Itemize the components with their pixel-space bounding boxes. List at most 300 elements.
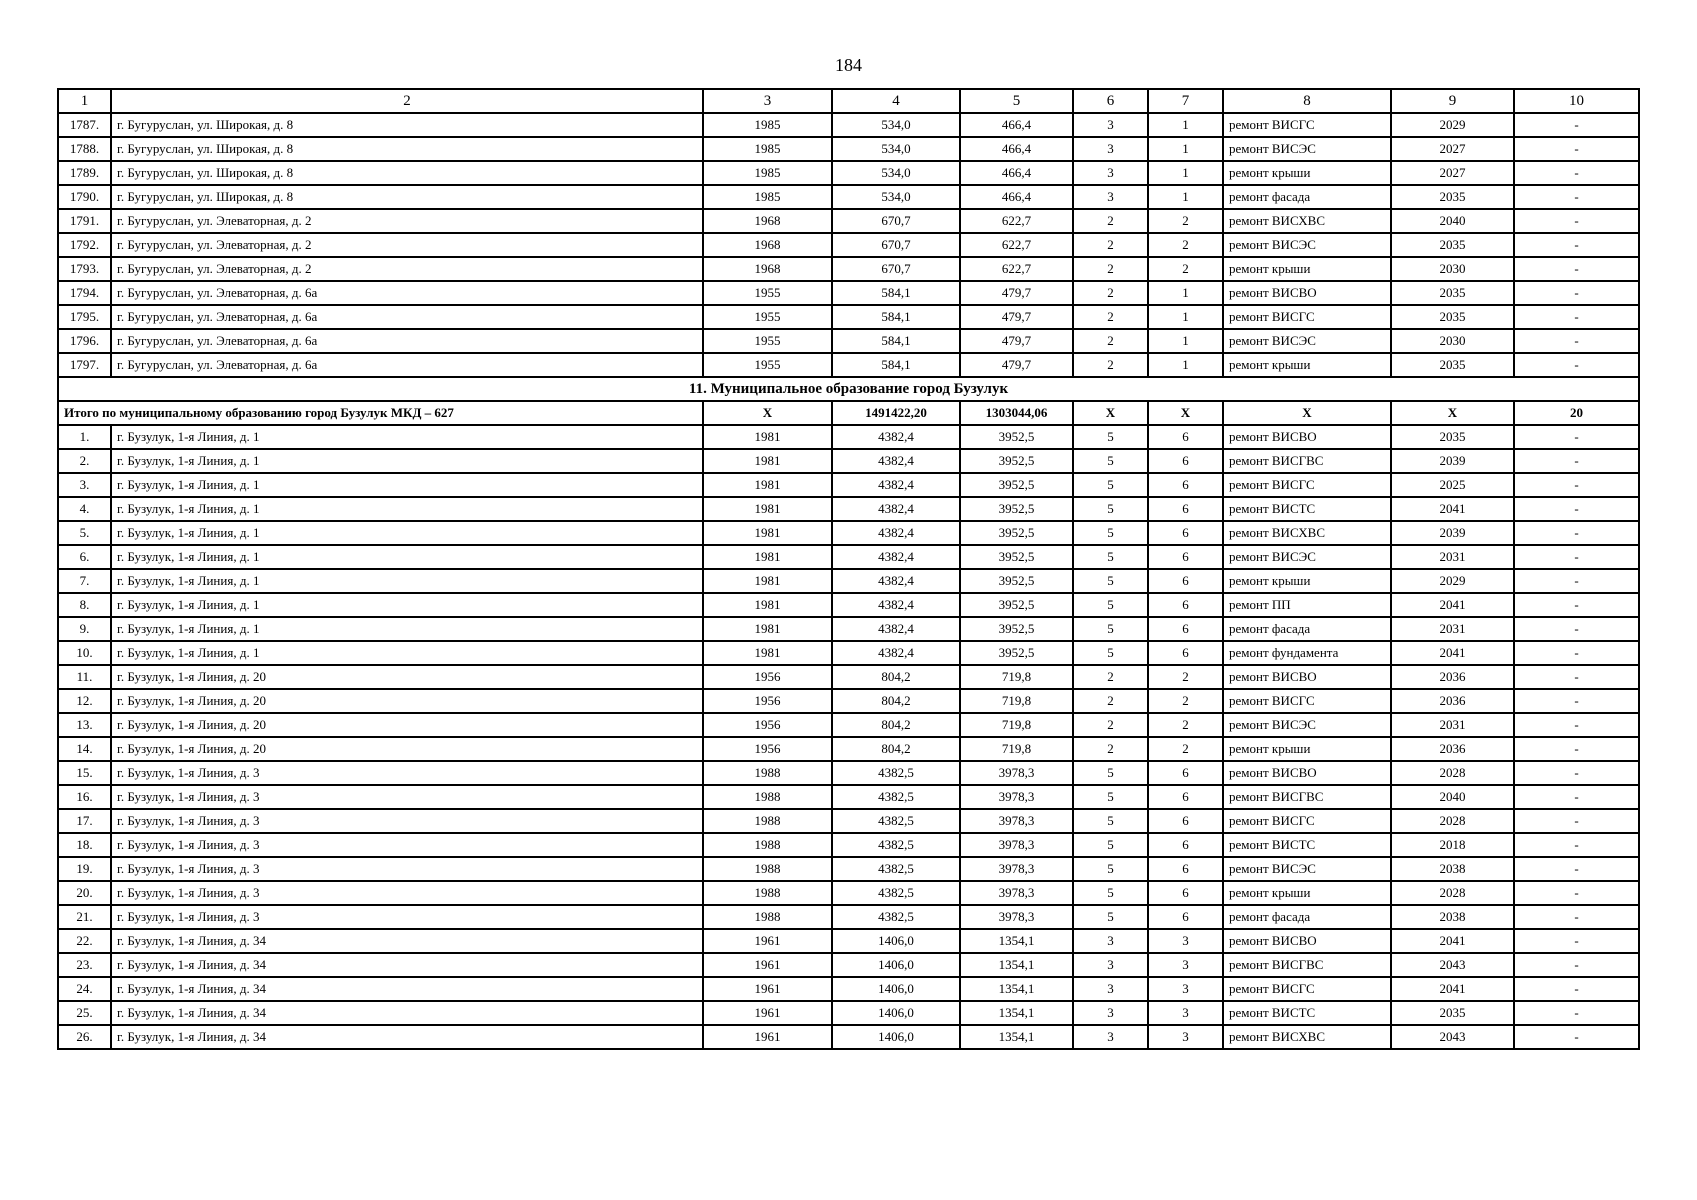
table-row xyxy=(58,449,1639,473)
floors-cell: 2 xyxy=(1073,665,1148,689)
year-built-cell: 1955 xyxy=(703,329,832,353)
year-built-cell: 1961 xyxy=(703,953,832,977)
year-built-cell: 1985 xyxy=(703,113,832,137)
living-area-cell: 479,7 xyxy=(960,305,1073,329)
total-area-cell: 534,0 xyxy=(832,113,960,137)
table-row xyxy=(58,329,1639,353)
planned-year-cell: 2028 xyxy=(1391,881,1514,905)
living-area-cell: 622,7 xyxy=(960,209,1073,233)
address-cell: г. Бузулук, 1-я Линия, д. 1 xyxy=(111,617,703,641)
table-row xyxy=(58,569,1639,593)
table-row xyxy=(58,929,1639,953)
year-built-cell: 1955 xyxy=(703,281,832,305)
planned-year-cell: 2031 xyxy=(1391,713,1514,737)
column-header-8: 8 xyxy=(1223,89,1391,113)
year-built-cell: 1981 xyxy=(703,545,832,569)
table-row xyxy=(58,425,1639,449)
entrances-cell: 6 xyxy=(1148,881,1223,905)
planned-year-cell: 2027 xyxy=(1391,161,1514,185)
table-row xyxy=(58,737,1639,761)
total-area-cell: 4382,4 xyxy=(832,617,960,641)
planned-year-cell: 2031 xyxy=(1391,545,1514,569)
floors-cell: 2 xyxy=(1073,233,1148,257)
column-10-cell: - xyxy=(1514,473,1639,497)
column-10-cell: - xyxy=(1514,785,1639,809)
row-number-cell: 1791. xyxy=(58,209,111,233)
table-row xyxy=(58,497,1639,521)
floors-cell: 5 xyxy=(1073,857,1148,881)
living-area-cell: 1354,1 xyxy=(960,953,1073,977)
planned-year-cell: 2030 xyxy=(1391,329,1514,353)
total-year-built: X xyxy=(703,401,832,425)
entrances-cell: 2 xyxy=(1148,233,1223,257)
work-type-cell: ремонт фундамента xyxy=(1223,641,1391,665)
address-cell: г. Бугуруслан, ул. Элеваторная, д. 2 xyxy=(111,209,703,233)
table-row xyxy=(58,713,1639,737)
total-area-cell: 804,2 xyxy=(832,689,960,713)
living-area-cell: 1354,1 xyxy=(960,1025,1073,1049)
living-area-cell: 3952,5 xyxy=(960,545,1073,569)
year-built-cell: 1981 xyxy=(703,569,832,593)
total-area-cell: 670,7 xyxy=(832,233,960,257)
row-number-cell: 1793. xyxy=(58,257,111,281)
repair-schedule-table xyxy=(57,88,1640,1050)
planned-year-cell: 2036 xyxy=(1391,737,1514,761)
planned-year-cell: 2027 xyxy=(1391,137,1514,161)
column-10-cell: - xyxy=(1514,209,1639,233)
total-work-type: X xyxy=(1223,401,1391,425)
column-number-row xyxy=(58,89,1639,113)
total-living-area-sum: 1303044,06 xyxy=(960,401,1073,425)
total-area-cell: 4382,5 xyxy=(832,881,960,905)
total-area-cell: 804,2 xyxy=(832,737,960,761)
address-cell: г. Бузулук, 1-я Линия, д. 34 xyxy=(111,929,703,953)
work-type-cell: ремонт ВИСЭС xyxy=(1223,545,1391,569)
planned-year-cell: 2025 xyxy=(1391,473,1514,497)
floors-cell: 3 xyxy=(1073,929,1148,953)
entrances-cell: 6 xyxy=(1148,569,1223,593)
entrances-cell: 6 xyxy=(1148,545,1223,569)
entrances-cell: 1 xyxy=(1148,281,1223,305)
entrances-cell: 6 xyxy=(1148,905,1223,929)
address-cell: г. Бузулук, 1-я Линия, д. 34 xyxy=(111,953,703,977)
entrances-cell: 6 xyxy=(1148,473,1223,497)
work-type-cell: ремонт ВИСГВС xyxy=(1223,449,1391,473)
table-row xyxy=(58,113,1639,137)
year-built-cell: 1988 xyxy=(703,833,832,857)
year-built-cell: 1968 xyxy=(703,233,832,257)
column-10-cell: - xyxy=(1514,113,1639,137)
entrances-cell: 3 xyxy=(1148,1025,1223,1049)
planned-year-cell: 2035 xyxy=(1391,353,1514,377)
column-10-cell: - xyxy=(1514,281,1639,305)
total-area-cell: 4382,5 xyxy=(832,785,960,809)
column-header-1: 1 xyxy=(58,89,111,113)
work-type-cell: ремонт ВИСГС xyxy=(1223,977,1391,1001)
address-cell: г. Бугуруслан, ул. Элеваторная, д. 6а xyxy=(111,353,703,377)
planned-year-cell: 2040 xyxy=(1391,785,1514,809)
work-type-cell: ремонт ВИСЭС xyxy=(1223,137,1391,161)
table-row xyxy=(58,185,1639,209)
planned-year-cell: 2043 xyxy=(1391,1025,1514,1049)
work-type-cell: ремонт ВИСВО xyxy=(1223,761,1391,785)
living-area-cell: 3952,5 xyxy=(960,497,1073,521)
floors-cell: 5 xyxy=(1073,617,1148,641)
column-header-3: 3 xyxy=(703,89,832,113)
address-cell: г. Бузулук, 1-я Линия, д. 34 xyxy=(111,1025,703,1049)
column-10-cell: - xyxy=(1514,809,1639,833)
planned-year-cell: 2039 xyxy=(1391,449,1514,473)
entrances-cell: 1 xyxy=(1148,113,1223,137)
address-cell: г. Бугуруслан, ул. Широкая, д. 8 xyxy=(111,161,703,185)
planned-year-cell: 2040 xyxy=(1391,209,1514,233)
column-10-cell: - xyxy=(1514,497,1639,521)
living-area-cell: 3952,5 xyxy=(960,617,1073,641)
address-cell: г. Бузулук, 1-я Линия, д. 1 xyxy=(111,569,703,593)
floors-cell: 5 xyxy=(1073,593,1148,617)
year-built-cell: 1988 xyxy=(703,881,832,905)
year-built-cell: 1981 xyxy=(703,473,832,497)
row-number-cell: 1787. xyxy=(58,113,111,137)
floors-cell: 5 xyxy=(1073,425,1148,449)
address-cell: г. Бузулук, 1-я Линия, д. 1 xyxy=(111,641,703,665)
planned-year-cell: 2029 xyxy=(1391,569,1514,593)
table-row xyxy=(58,593,1639,617)
year-built-cell: 1981 xyxy=(703,425,832,449)
work-type-cell: ремонт фасада xyxy=(1223,905,1391,929)
total-area-cell: 4382,5 xyxy=(832,833,960,857)
table-row xyxy=(58,257,1639,281)
column-10-cell: - xyxy=(1514,161,1639,185)
column-header-4: 4 xyxy=(832,89,960,113)
entrances-cell: 1 xyxy=(1148,329,1223,353)
row-number-cell: 10. xyxy=(58,641,111,665)
column-header-6: 6 xyxy=(1073,89,1148,113)
total-area-cell: 4382,4 xyxy=(832,569,960,593)
row-number-cell: 16. xyxy=(58,785,111,809)
address-cell: г. Бугуруслан, ул. Широкая, д. 8 xyxy=(111,185,703,209)
column-header-5: 5 xyxy=(960,89,1073,113)
table-row xyxy=(58,785,1639,809)
address-cell: г. Бугуруслан, ул. Широкая, д. 8 xyxy=(111,137,703,161)
entrances-cell: 1 xyxy=(1148,185,1223,209)
entrances-cell: 2 xyxy=(1148,257,1223,281)
address-cell: г. Бузулук, 1-я Линия, д. 1 xyxy=(111,521,703,545)
table-row xyxy=(58,833,1639,857)
table-row xyxy=(58,905,1639,929)
table-row xyxy=(58,353,1639,377)
floors-cell: 5 xyxy=(1073,449,1148,473)
address-cell: г. Бузулук, 1-я Линия, д. 3 xyxy=(111,761,703,785)
floors-cell: 5 xyxy=(1073,473,1148,497)
work-type-cell: ремонт ВИСВО xyxy=(1223,281,1391,305)
work-type-cell: ремонт ВИСТС xyxy=(1223,497,1391,521)
work-type-cell: ремонт ВИСГС xyxy=(1223,809,1391,833)
living-area-cell: 3952,5 xyxy=(960,425,1073,449)
total-area-cell: 4382,5 xyxy=(832,857,960,881)
planned-year-cell: 2038 xyxy=(1391,905,1514,929)
floors-cell: 5 xyxy=(1073,881,1148,905)
living-area-cell: 3952,5 xyxy=(960,569,1073,593)
table-row xyxy=(58,809,1639,833)
year-built-cell: 1956 xyxy=(703,665,832,689)
floors-cell: 2 xyxy=(1073,281,1148,305)
address-cell: г. Бугуруслан, ул. Элеваторная, д. 2 xyxy=(111,233,703,257)
floors-cell: 2 xyxy=(1073,329,1148,353)
total-area-cell: 1406,0 xyxy=(832,929,960,953)
floors-cell: 5 xyxy=(1073,497,1148,521)
column-header-9: 9 xyxy=(1391,89,1514,113)
living-area-cell: 479,7 xyxy=(960,353,1073,377)
table-row xyxy=(58,665,1639,689)
planned-year-cell: 2038 xyxy=(1391,857,1514,881)
address-cell: г. Бузулук, 1-я Линия, д. 3 xyxy=(111,881,703,905)
total-area-cell: 4382,4 xyxy=(832,641,960,665)
living-area-cell: 466,4 xyxy=(960,161,1073,185)
work-type-cell: ремонт фасада xyxy=(1223,617,1391,641)
work-type-cell: ремонт ВИСТС xyxy=(1223,1001,1391,1025)
column-10-cell: - xyxy=(1514,737,1639,761)
work-type-cell: ремонт ВИСЭС xyxy=(1223,329,1391,353)
total-entrances: X xyxy=(1148,401,1223,425)
table-row xyxy=(58,761,1639,785)
total-area-cell: 1406,0 xyxy=(832,977,960,1001)
row-number-cell: 23. xyxy=(58,953,111,977)
living-area-cell: 719,8 xyxy=(960,665,1073,689)
entrances-cell: 2 xyxy=(1148,665,1223,689)
floors-cell: 5 xyxy=(1073,569,1148,593)
planned-year-cell: 2041 xyxy=(1391,977,1514,1001)
work-type-cell: ремонт крыши xyxy=(1223,569,1391,593)
living-area-cell: 719,8 xyxy=(960,689,1073,713)
address-cell: г. Бузулук, 1-я Линия, д. 3 xyxy=(111,785,703,809)
entrances-cell: 1 xyxy=(1148,305,1223,329)
total-area-cell: 584,1 xyxy=(832,305,960,329)
address-cell: г. Бузулук, 1-я Линия, д. 1 xyxy=(111,425,703,449)
entrances-cell: 3 xyxy=(1148,929,1223,953)
entrances-cell: 6 xyxy=(1148,761,1223,785)
address-cell: г. Бузулук, 1-я Линия, д. 3 xyxy=(111,809,703,833)
work-type-cell: ремонт ВИСВО xyxy=(1223,929,1391,953)
column-10-cell: - xyxy=(1514,617,1639,641)
living-area-cell: 3978,3 xyxy=(960,905,1073,929)
entrances-cell: 6 xyxy=(1148,497,1223,521)
work-type-cell: ремонт крыши xyxy=(1223,257,1391,281)
total-area-cell: 4382,4 xyxy=(832,425,960,449)
living-area-cell: 3978,3 xyxy=(960,809,1073,833)
year-built-cell: 1955 xyxy=(703,305,832,329)
total-area-sum: 1491422,20 xyxy=(832,401,960,425)
entrances-cell: 2 xyxy=(1148,737,1223,761)
address-cell: г. Бузулук, 1-я Линия, д. 20 xyxy=(111,713,703,737)
floors-cell: 2 xyxy=(1073,713,1148,737)
living-area-cell: 466,4 xyxy=(960,185,1073,209)
year-built-cell: 1988 xyxy=(703,785,832,809)
address-cell: г. Бузулук, 1-я Линия, д. 20 xyxy=(111,665,703,689)
table-row xyxy=(58,521,1639,545)
row-number-cell: 15. xyxy=(58,761,111,785)
planned-year-cell: 2029 xyxy=(1391,113,1514,137)
row-number-cell: 12. xyxy=(58,689,111,713)
total-area-cell: 534,0 xyxy=(832,161,960,185)
total-area-cell: 584,1 xyxy=(832,329,960,353)
planned-year-cell: 2041 xyxy=(1391,497,1514,521)
total-area-cell: 584,1 xyxy=(832,281,960,305)
living-area-cell: 3952,5 xyxy=(960,473,1073,497)
planned-year-cell: 2035 xyxy=(1391,185,1514,209)
row-number-cell: 1796. xyxy=(58,329,111,353)
work-type-cell: ремонт ПП xyxy=(1223,593,1391,617)
year-built-cell: 1981 xyxy=(703,497,832,521)
year-built-cell: 1961 xyxy=(703,929,832,953)
row-number-cell: 7. xyxy=(58,569,111,593)
living-area-cell: 3978,3 xyxy=(960,785,1073,809)
column-10-cell: - xyxy=(1514,641,1639,665)
work-type-cell: ремонт ВИСХВС xyxy=(1223,521,1391,545)
floors-cell: 5 xyxy=(1073,545,1148,569)
year-built-cell: 1981 xyxy=(703,521,832,545)
planned-year-cell: 2035 xyxy=(1391,1001,1514,1025)
work-type-cell: ремонт крыши xyxy=(1223,881,1391,905)
address-cell: г. Бузулук, 1-я Линия, д. 1 xyxy=(111,545,703,569)
row-number-cell: 9. xyxy=(58,617,111,641)
year-built-cell: 1981 xyxy=(703,617,832,641)
row-number-cell: 22. xyxy=(58,929,111,953)
living-area-cell: 479,7 xyxy=(960,329,1073,353)
row-number-cell: 13. xyxy=(58,713,111,737)
row-number-cell: 1797. xyxy=(58,353,111,377)
table-row xyxy=(58,545,1639,569)
year-built-cell: 1956 xyxy=(703,737,832,761)
floors-cell: 5 xyxy=(1073,641,1148,665)
table-row xyxy=(58,641,1639,665)
living-area-cell: 1354,1 xyxy=(960,1001,1073,1025)
column-10-cell: - xyxy=(1514,137,1639,161)
living-area-cell: 1354,1 xyxy=(960,929,1073,953)
planned-year-cell: 2043 xyxy=(1391,953,1514,977)
column-10-cell: - xyxy=(1514,713,1639,737)
address-cell: г. Бузулук, 1-я Линия, д. 3 xyxy=(111,833,703,857)
column-10-cell: - xyxy=(1514,977,1639,1001)
work-type-cell: ремонт ВИСХВС xyxy=(1223,1025,1391,1049)
entrances-cell: 1 xyxy=(1148,161,1223,185)
row-number-cell: 1. xyxy=(58,425,111,449)
column-10-cell: - xyxy=(1514,689,1639,713)
living-area-cell: 3952,5 xyxy=(960,521,1073,545)
floors-cell: 2 xyxy=(1073,305,1148,329)
address-cell: г. Бугуруслан, ул. Широкая, д. 8 xyxy=(111,113,703,137)
year-built-cell: 1988 xyxy=(703,857,832,881)
year-built-cell: 1955 xyxy=(703,353,832,377)
planned-year-cell: 2018 xyxy=(1391,833,1514,857)
floors-cell: 2 xyxy=(1073,689,1148,713)
total-area-cell: 4382,4 xyxy=(832,473,960,497)
row-number-cell: 3. xyxy=(58,473,111,497)
row-number-cell: 26. xyxy=(58,1025,111,1049)
floors-cell: 5 xyxy=(1073,809,1148,833)
row-number-cell: 1788. xyxy=(58,137,111,161)
column-10-cell: - xyxy=(1514,953,1639,977)
entrances-cell: 6 xyxy=(1148,833,1223,857)
column-10-cell: - xyxy=(1514,761,1639,785)
total-area-cell: 1406,0 xyxy=(832,1001,960,1025)
column-10-cell: - xyxy=(1514,593,1639,617)
year-built-cell: 1961 xyxy=(703,1001,832,1025)
address-cell: г. Бугуруслан, ул. Элеваторная, д. 2 xyxy=(111,257,703,281)
total-area-cell: 534,0 xyxy=(832,185,960,209)
work-type-cell: ремонт ВИСЭС xyxy=(1223,713,1391,737)
floors-cell: 3 xyxy=(1073,161,1148,185)
table-row xyxy=(58,305,1639,329)
total-area-cell: 4382,4 xyxy=(832,545,960,569)
table-row xyxy=(58,473,1639,497)
work-type-cell: ремонт фасада xyxy=(1223,185,1391,209)
column-10-cell: - xyxy=(1514,257,1639,281)
entrances-cell: 2 xyxy=(1148,209,1223,233)
row-number-cell: 17. xyxy=(58,809,111,833)
living-area-cell: 479,7 xyxy=(960,281,1073,305)
floors-cell: 3 xyxy=(1073,185,1148,209)
living-area-cell: 622,7 xyxy=(960,233,1073,257)
column-10-cell: - xyxy=(1514,521,1639,545)
table-row xyxy=(58,1025,1639,1049)
planned-year-cell: 2041 xyxy=(1391,929,1514,953)
address-cell: г. Бузулук, 1-я Линия, д. 34 xyxy=(111,1001,703,1025)
work-type-cell: ремонт крыши xyxy=(1223,353,1391,377)
address-cell: г. Бузулук, 1-я Линия, д. 3 xyxy=(111,857,703,881)
year-built-cell: 1968 xyxy=(703,209,832,233)
total-area-cell: 804,2 xyxy=(832,713,960,737)
row-number-cell: 2. xyxy=(58,449,111,473)
table-row xyxy=(58,953,1639,977)
work-type-cell: ремонт ВИСХВС xyxy=(1223,209,1391,233)
table-row xyxy=(58,161,1639,185)
planned-year-cell: 2028 xyxy=(1391,761,1514,785)
table-row xyxy=(58,881,1639,905)
column-10-cell: - xyxy=(1514,1001,1639,1025)
table-row xyxy=(58,281,1639,305)
planned-year-cell: 2031 xyxy=(1391,617,1514,641)
work-type-cell: ремонт ВИСГС xyxy=(1223,305,1391,329)
column-header-10: 10 xyxy=(1514,89,1639,113)
work-type-cell: ремонт ВИСГС xyxy=(1223,473,1391,497)
year-built-cell: 1985 xyxy=(703,161,832,185)
entrances-cell: 6 xyxy=(1148,857,1223,881)
planned-year-cell: 2028 xyxy=(1391,809,1514,833)
table-row xyxy=(58,137,1639,161)
year-built-cell: 1961 xyxy=(703,977,832,1001)
year-built-cell: 1981 xyxy=(703,641,832,665)
row-number-cell: 24. xyxy=(58,977,111,1001)
table-row xyxy=(58,233,1639,257)
total-floors: X xyxy=(1073,401,1148,425)
year-built-cell: 1981 xyxy=(703,449,832,473)
table-body xyxy=(58,89,1639,1049)
planned-year-cell: 2035 xyxy=(1391,281,1514,305)
living-area-cell: 3952,5 xyxy=(960,641,1073,665)
planned-year-cell: 2036 xyxy=(1391,689,1514,713)
floors-cell: 3 xyxy=(1073,1025,1148,1049)
column-10-cell: - xyxy=(1514,305,1639,329)
floors-cell: 5 xyxy=(1073,833,1148,857)
floors-cell: 5 xyxy=(1073,785,1148,809)
address-cell: г. Бузулук, 1-я Линия, д. 1 xyxy=(111,449,703,473)
address-cell: г. Бузулук, 1-я Линия, д. 1 xyxy=(111,593,703,617)
living-area-cell: 3952,5 xyxy=(960,593,1073,617)
entrances-cell: 3 xyxy=(1148,1001,1223,1025)
floors-cell: 5 xyxy=(1073,761,1148,785)
total-area-cell: 1406,0 xyxy=(832,953,960,977)
